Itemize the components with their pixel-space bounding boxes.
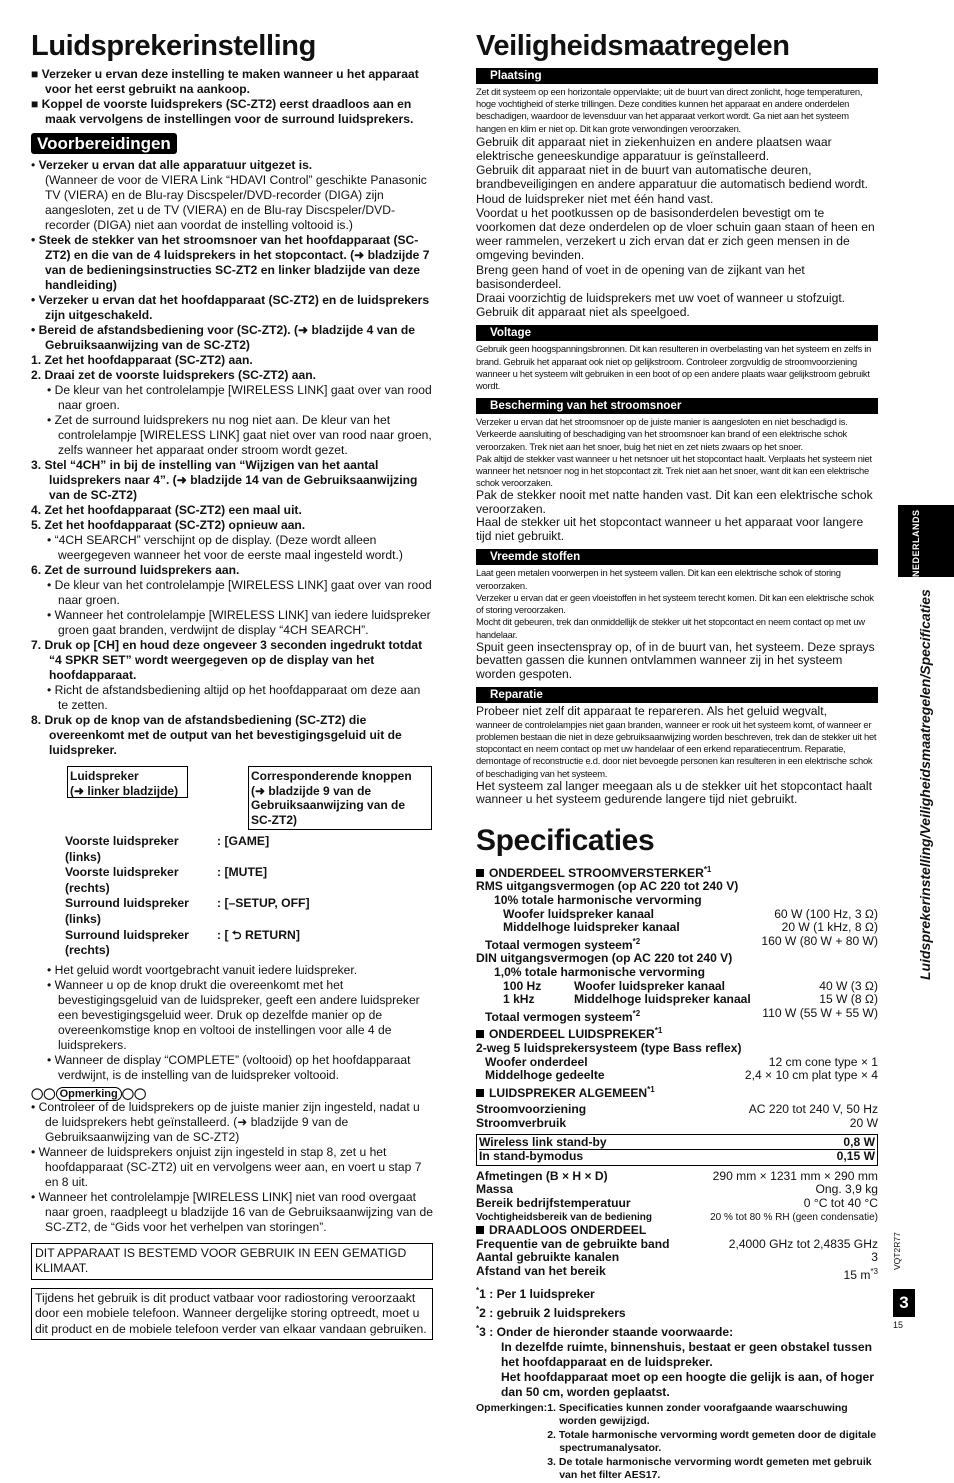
note-label: ◯◯ Opmerking ◯◯ (31, 1087, 147, 1100)
spec-row: Woofer onderdeel 12 cm cone type × 1 (485, 1054, 878, 1069)
section-heading: Bescherming van het stroomsnoer (476, 398, 878, 414)
spec-row: 10% totale harmonische vervorming (494, 892, 702, 907)
page-tab: 3 (893, 1289, 915, 1317)
note-item: • Wanneer het controlelampje [WIRELESS LINK] niet van rood overgaat naar groen, raadpleegt u bladzijde 16 van de Gebruiksaanwijzing van de SC-ZT2, de “Gids voor het verhelpen van storingen”. (31, 1189, 433, 1234)
section-small-text: wanneer de controlelampjes niet gaan branden, wanneer er rook uit het systeem komt, of wanneer er problemen bestaan die niet in deze gebruiksaanwijzing worden beschreven, trek dan de stekker uit het stopcontact en neem contact op met uw handelaar of een erkend reparatiecentrum. Reparatie, demontage of reconstructie e.d. door niet bevoegde personen kan resulteren in een elektrische schok of beschadiging van het systeem. (476, 718, 877, 779)
section-small-text: Gebruik geen hoogspanningsbronnen. Dit kan resulteren in overbelasting van het systeem en zelfs in brand. Gebruik het apparaat ook niet op gelijkstroom. Controleer zorgvuldig de stroomvoorziening wanneer u het systeem wilt gebruiken in een boot of op een andere plaats waar gelijkstroom gebruikt wordt. (476, 343, 872, 392)
right-column (476, 30, 878, 1483)
step: 7. Druk op [CH] en houd deze ongeveer 3 seconden ingedrukt totdat “4 SPKR SET” wordt weergegeven op de display van het hoofdapparaat. (31, 638, 423, 682)
spec-head: LUIDSPREKER ALGEMEEN$^{*1}$ (476, 1083, 878, 1101)
footnote-detail: Het hoofdapparaat moet op een hoogte die gelijk is aan, of hoger dan 50 cm, worden geplaatst. (501, 1369, 874, 1399)
step-note: • Richt de afstandsbediening altijd op het hoofdapparaat om deze aan te zetten. (47, 683, 421, 712)
prep-heading: Voorbereidingen (31, 133, 177, 154)
spec-row: Massa Ong. 3,9 kg (476, 1182, 878, 1197)
table-row: Voorste luidspreker (rechts) : [MUTE] (65, 865, 268, 895)
spec-row: 1,0% totale harmonische vervorming (494, 964, 706, 979)
spec-row: Afstand van het bereik 15 $m^{*3}$ (476, 1263, 878, 1282)
section-small-text: Laat geen metalen voorwerpen in het systeem vallen. Dit kan een elektrische schok of storing veroorzaken. Verzeker u ervan dat er geen vloeistoffen in het systeem terecht komen. Dit kan een elektrische schok of storing veroorzaken. Mocht dit gebeuren, trek dan onmiddellijk de stekker uit het stopcontact en neem contact op met uw handelaar. (476, 567, 874, 640)
spec-row: Aantal gebruikte kanalen 3 (476, 1250, 878, 1265)
climate-notice: DIT APPARAAT IS BESTEMD VOOR GEBRUIK IN EEN GEMATIGD KLIMAAT. (31, 1243, 433, 1280)
spec-row: Totaal vermogen systeem$^{*2}$ 160 W (80 W + 80 W) (485, 933, 878, 952)
step-note: • Wanneer het controlelampje [WIRELESS LINK] van iedere luidspreker groen gaat branden, verdwijnt de display “4CH SEARCH”. (47, 608, 431, 637)
step: 5. Zet het hoofdapparaat (SC-ZT2) opnieuw aan. (31, 518, 306, 532)
spec-row: Bereik bedrijfstemperatuur 0 °C tot 40 °C (476, 1195, 878, 1210)
spec-row: 100 Hz Woofer luidspreker kanaal 40 W (3 Ω) (503, 978, 878, 993)
section-text: Het systeem zal langer meegaan als u de stekker uit het stopcontact haalt wanneer u het systeem gedurende langere tijd niet gebruikt. (476, 778, 872, 807)
spec-row: DIN uitgangsvermogen (op AC 220 tot 240 V) (476, 951, 733, 966)
intro-item: ■ Koppel de voorste luidsprekers (SC-ZT2) eerst draadloos aan en maak vervolgens de instellingen voor de surround luidsprekers. (31, 97, 414, 126)
spec-head: ONDERDEEL STROOMVERSTERKER$^{*1}$ (476, 863, 878, 881)
intro-item: ■ Verzeker u ervan deze instelling te maken wanneer u het apparaat voor het eerst gebruikt na aankoop. (31, 67, 419, 96)
page-title-left: Luidsprekerinstelling (31, 30, 316, 62)
table-row: Surround luidspreker (links) : [–SETUP, OFF] (65, 896, 310, 926)
table-head-speaker: Luidspreker (➜ linker bladzijde) (67, 766, 188, 798)
step-note: • Wanneer de display “COMPLETE” (voltooid) op het hoofdapparaat verdwijnt, is de instelling van de luidspreker voltooid. (47, 1052, 411, 1082)
step: 6. Zet de surround luidsprekers aan. (31, 563, 240, 577)
language-tab (898, 505, 954, 577)
standby-box (476, 1134, 878, 1166)
section-heading: Plaatsing (476, 68, 878, 84)
side-title: Luidsprekerinstelling/Veiligheidsmaatregelen/Specificaties (917, 589, 933, 980)
section-heading: Vreemde stoffen (476, 549, 878, 565)
footnote-detail: In dezelfde ruimte, binnenshuis, bestaat er geen obstakel tussen het hoofdapparaat en de luidspreker. (501, 1339, 872, 1369)
table-row: Voorste luidspreker (links) : [GAME] (65, 834, 270, 864)
step-note: • Het geluid wordt voortgebracht vanuit iedere luidspreker. (47, 962, 358, 977)
step: 4. Zet het hoofdapparaat (SC-ZT2) een maal uit. (31, 503, 302, 517)
spec-row: 2-weg 5 luidsprekersysteem (type Bass reflex) (476, 1040, 742, 1055)
step-note: • Wanneer u op de knop drukt die overeenkomt met het bevestigingsgeluid van de luidspreker, geeft een andere luidspreker een bevestigingsgeluid weer. Druk op dezelfde manier op de overeenkomstige knop en voltooi de instellingen voor alle 4 de luidsprekers. (47, 977, 420, 1052)
prep-item: • Bereid de afstandsbediening voor (SC-ZT2). (➜ bladzijde 4 van de Gebruiksaanwijzing van de SC-ZT2) (31, 323, 415, 352)
table-head-buttons: Corresponderende knoppen (➜ bladzijde 9 van de Gebruiksaanwijzing van de SC-ZT2) (248, 766, 432, 830)
spec-row: RMS uitgangsvermogen (op AC 220 tot 240 V) (476, 879, 739, 894)
step: 2. Draai zet de voorste luidsprekers (SC-ZT2) aan. (31, 368, 316, 382)
spec-row: Wireless link stand-by 0,8 W (479, 1134, 875, 1149)
spec-head: ONDERDEEL LUIDSPREKER$^{*1}$ (476, 1024, 878, 1042)
left-column (31, 30, 433, 1340)
spec-row: Middelhoge luidspreker kanaal 20 W (1 kHz, 8 Ω) (503, 920, 878, 935)
spec-row: Stroomverbruik 20 W (476, 1115, 878, 1130)
step: 3. Stel “4CH” in bij de instelling van “Wijzigen van het aantal luidsprekers naar 4”. (➜ bladzijde 14 van de Gebruiksaanwijzing van de SC-ZT2) (31, 458, 418, 502)
footnote: *3 : Onder de hieronder staande voorwaarde: (476, 1323, 734, 1339)
step-note: • Zet de surround luidsprekers nu nog niet aan. De kleur van het controlelampje [WIRELESS LINK] gaat niet over van rood naar groen, zelfs wanneer het apparaat onder stroom wordt gezet. (47, 413, 432, 457)
step: 8. Druk op de knop van de afstandsbediening (SC-ZT2) die overeenkomt met de output van het bevestigingsgeluid uit de luidspreker. (31, 713, 402, 757)
footnote: *2 : gebruik 2 luidsprekers (476, 1304, 626, 1320)
spec-head: DRAADLOOS ONDERDEEL (476, 1224, 878, 1238)
page-number: 15 (893, 1320, 904, 1330)
section-text: Pak de stekker nooit met natte handen vast. Dit kan een elektrische schok veroorzaken. Haal de stekker uit het stopcontact wanneer u het apparaat voor langere tijd niet gebruikt. (476, 488, 873, 543)
section-text: Gebruik dit apparaat niet in ziekenhuizen en andere plaatsen waar elektrische geneeskundige apparatuur is geïnstalleerd. Gebruik dit apparaat niet in de buurt van automatische deuren, brandbeveiligingen en andere apparatuur die automatisch bediend wordt. Houd de luidspreker niet met één hand vast. Voordat u het pootkussen op de basisonderdelen bevestigt om te voorkomen dat deze onderdelen op de vloer schuin gaan staan of heen en weer rammelen, verzekert u zich ervan dat er zich geen mensen in de omgeving bevinden. Breng geen hand of voet in de opening van de zijkant van het basisonderdeel. Draai voorzichtig de luidsprekers met uw voet of wanneer u stofzuigt. Gebruik dit apparaat niet als speelgoed. (476, 134, 875, 320)
spec-title: Specificaties (476, 823, 655, 857)
spec-row: Woofer luidspreker kanaal 60 W (100 Hz, 3 Ω) (503, 906, 878, 921)
section-small-text: Zet dit systeem op een horizontale oppervlakte; uit de buurt van direct zonlicht, hoge temperaturen, hoge vochtigheid of sterke trillingen. Deze condities kunnen het apparaat en andere onderdelen beschadigen, waardoor de levensduur van het apparaat verkort wordt. Ga niet aan het systeem hangen en klim er niet op. Dit kan grote verwondingen veroorzaken. (476, 86, 863, 134)
section-heading: Voltage (476, 325, 878, 341)
section-small-text: Verzeker u ervan dat het stroomsnoer op de juiste manier is aangesloten en niet beschadigd is. Verkeerde aansluiting of beschadiging van het stroomsnoer kan brand of een elektrische schok veroorzaken. Trek niet aan het snoer, buig het niet en zet niets zwaars op het snoer. Pak altijd de stekker vast wanneer u het netsnoer uit het stopcontact haalt. Verplaats het systeem niet wanneer het netsnoer nog in het stopcontact zit. Trek niet aan het snoer, want dit kan een elektrische schok veroorzaken. (476, 416, 872, 489)
language-label: NEDERLANDS (911, 509, 921, 577)
prep-item: • Verzeker u ervan dat het hoofdapparaat (SC-ZT2) en de luidsprekers zijn uitgeschakeld. (31, 293, 430, 322)
section-heading: Reparatie (476, 687, 878, 703)
step: 1. Zet het hoofdapparaat (SC-ZT2) aan. (31, 353, 253, 367)
page-title-right: Veiligheidsmaatregelen (476, 30, 790, 62)
spec-row: Vochtigheidsbereik van de bediening 20 % tot 80 % RH (geen condensatie) (476, 1211, 878, 1223)
spec-row: Frequentie van de gebruikte band 2,4000 GHz tot 2,4835 GHz (476, 1236, 878, 1251)
spec-row: Afmetingen (B × H × D) 290 mm × 1231 mm × 290 mm (476, 1168, 878, 1183)
spec-row: Totaal vermogen systeem$^{*2}$ 110 W (55 W + 55 W) (485, 1005, 878, 1024)
prep-item: • Steek de stekker van het stroomsnoer van het hoofdapparaat (SC-ZT2) en die van de 4 luidsprekers in het stopcontact. (➜ bladzijde 7 van de bedieningsinstructies SC-ZT2 en linker bladzijde van deze handleiding) (31, 233, 430, 292)
table-row: Surround luidspreker (rechts) : [ ⮌ RETURN] (65, 927, 300, 958)
spec-row: Stroomvoorziening AC 220 tot 240 V, 50 Hz (476, 1102, 878, 1117)
button-table-header (67, 766, 433, 830)
section-text: Probeer niet zelf dit apparaat te repareren. Als het geluid wegvalt, (476, 704, 827, 719)
footnote: *1 : Per 1 luidspreker (476, 1285, 595, 1301)
spec-row: 1 kHz Middelhoge luidspreker kanaal 15 W (8 Ω) (503, 992, 878, 1007)
step-note: • De kleur van het controlelampje [WIRELESS LINK] gaat over van rood naar groen. (47, 578, 432, 607)
radio-notice: Tijdens het gebruik is dit product vatbaar voor radiostoring veroorzaakt door een mobiele telefoon. Wanneer dergelijke storing optreedt, moet u dit product en de mobiele telefoon verder van elkaar vandaan gebruiken. (31, 1288, 433, 1341)
doc-code: VQT2R77 (892, 1232, 902, 1270)
prep-item: • Verzeker u ervan dat alle apparatuur uitgezet is. (Wanneer de voor de VIERA Link “HDAVI Control” geschikte Panasonic TV (VIERA) en de Blu-ray Discspeler/DVD-recorder (DIGA) zijn aangesloten, zet u de TV (VIERA) en de Blu-ray Discspeler/DVD-recorder (DIGA) niet aan voordat de instelling voltooid is.) (31, 158, 427, 232)
note-item: • Wanneer de luidsprekers onjuist zijn ingesteld in stap 8, zet u het hoofdapparaat (SC-ZT2) uit en vervolgens weer aan, en voert u stap 7 en 8 uit. (31, 1144, 422, 1189)
step-note: • “4CH SEARCH” verschijnt op de display. (Deze wordt alleen weergegeven wanneer het voor de eerste maal ingesteld wordt.) (47, 533, 403, 562)
note-item: • Controleer of de luidsprekers op de juiste manier zijn ingesteld, nadat u de luidsprekers hebt geïnstalleerd. (➜ bladzijde 9 van de Gebruiksaanwijzing van de SC-ZT2) (31, 1099, 420, 1144)
remarks: Opmerkingen: 1. Specificaties kunnen zonder voorafgaande waarschuwing worden gewijzigd. 2. Totale harmonische vervorming wordt gemeten door de digitale spectrumanalysator. 3. De totale harmonische vervorming wordt gemeten met gebruik van het filter AES17. (476, 1401, 877, 1482)
step-note: • De kleur van het controlelampje [WIRELESS LINK] gaat over van rood naar groen. (47, 383, 432, 412)
spec-row: Middelhoge gedeelte 2,4 × 10 cm plat type × 4 (485, 1068, 878, 1083)
spec-row: In stand-bymodus 0,15 W (479, 1149, 875, 1164)
section-text: Spuit geen insectenspray op, of in de buurt van, het systeem. Deze sprays bevatten gassen die kunnen ontvlammen wanneer zij in het systeem worden gespoten. (476, 639, 875, 681)
